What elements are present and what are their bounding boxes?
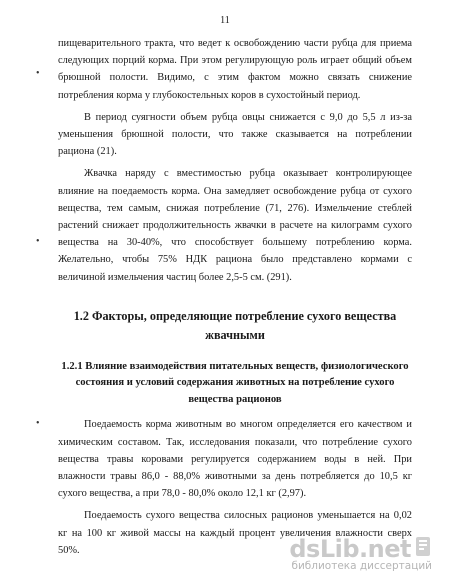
paragraph: пищеварительного тракта, что ведет к освобождению части рубца для приема следующих порций корма. При этом регулирующую роль играет общий объем брюшной полости. Видимо, с этим фактом можно связать снижение потребления корма у глубокостельных коров в сухостойный период. (58, 38, 412, 101)
section-heading: 1.2 Факторы, определяющие потребление сухого вещества жвачными (73, 308, 397, 342)
document-body (58, 35, 412, 564)
subsection-heading: 1.2.1 Влияние взаимодействия питательных веществ, физиологического состояния и условий содержания животных на потребление сухого вещества рационов (61, 360, 409, 405)
paragraph: В период суягности объем рубца овцы снижается с 9,0 до 5,5 л из-за уменьшения брюшной полости, что также сказывается на потреблении рациона (21). (58, 111, 412, 158)
margin-bullet-mark: • (36, 68, 40, 79)
book-logo-icon (414, 536, 434, 563)
paragraph: Жвачка наряду с вместимостью рубца оказывает контролирующее влияние на поедаемость корма. Она замедляет освобождение рубца от сухого вещества, тем самым, снижая потребление (71, 276). Измельчение стеблей растений снижает продолжительность жвачки в расчете на килограмм сухого вещества на 30-40%, что способствует большему потреблению корма. Желательно, чтобы 75% НДК рациона было представлено кормами с величиной измельчения частиц более 2,5-5 см. (291). (58, 168, 412, 283)
watermark-tagline: библиотека диссертаций (291, 560, 432, 572)
watermark (289, 535, 434, 572)
margin-bullet-mark: • (36, 236, 40, 247)
watermark-name: dsLib.net (289, 535, 411, 563)
paragraph: Поедаемость корма животным во многом определяется его качеством и химическим составом. Так, исследования показали, что потребление сухого вещества травы коровами регулируется содержанием воды в ней. При влажности травы 86,0 - 88,0% животными за день потребляется до 10,5 кг сухого вещества, а при 78,0 - 80,0% около 12,1 кг (2,97). (58, 419, 412, 500)
page-number: 11 (220, 15, 230, 26)
paragraph: Поедаемость сухого вещества силосных рационов уменьшается на 0,02 кг на 100 кг живой массы на каждый процент увеличения влажности сверх 50%. (58, 510, 412, 556)
margin-bullet-mark: • (36, 418, 40, 429)
